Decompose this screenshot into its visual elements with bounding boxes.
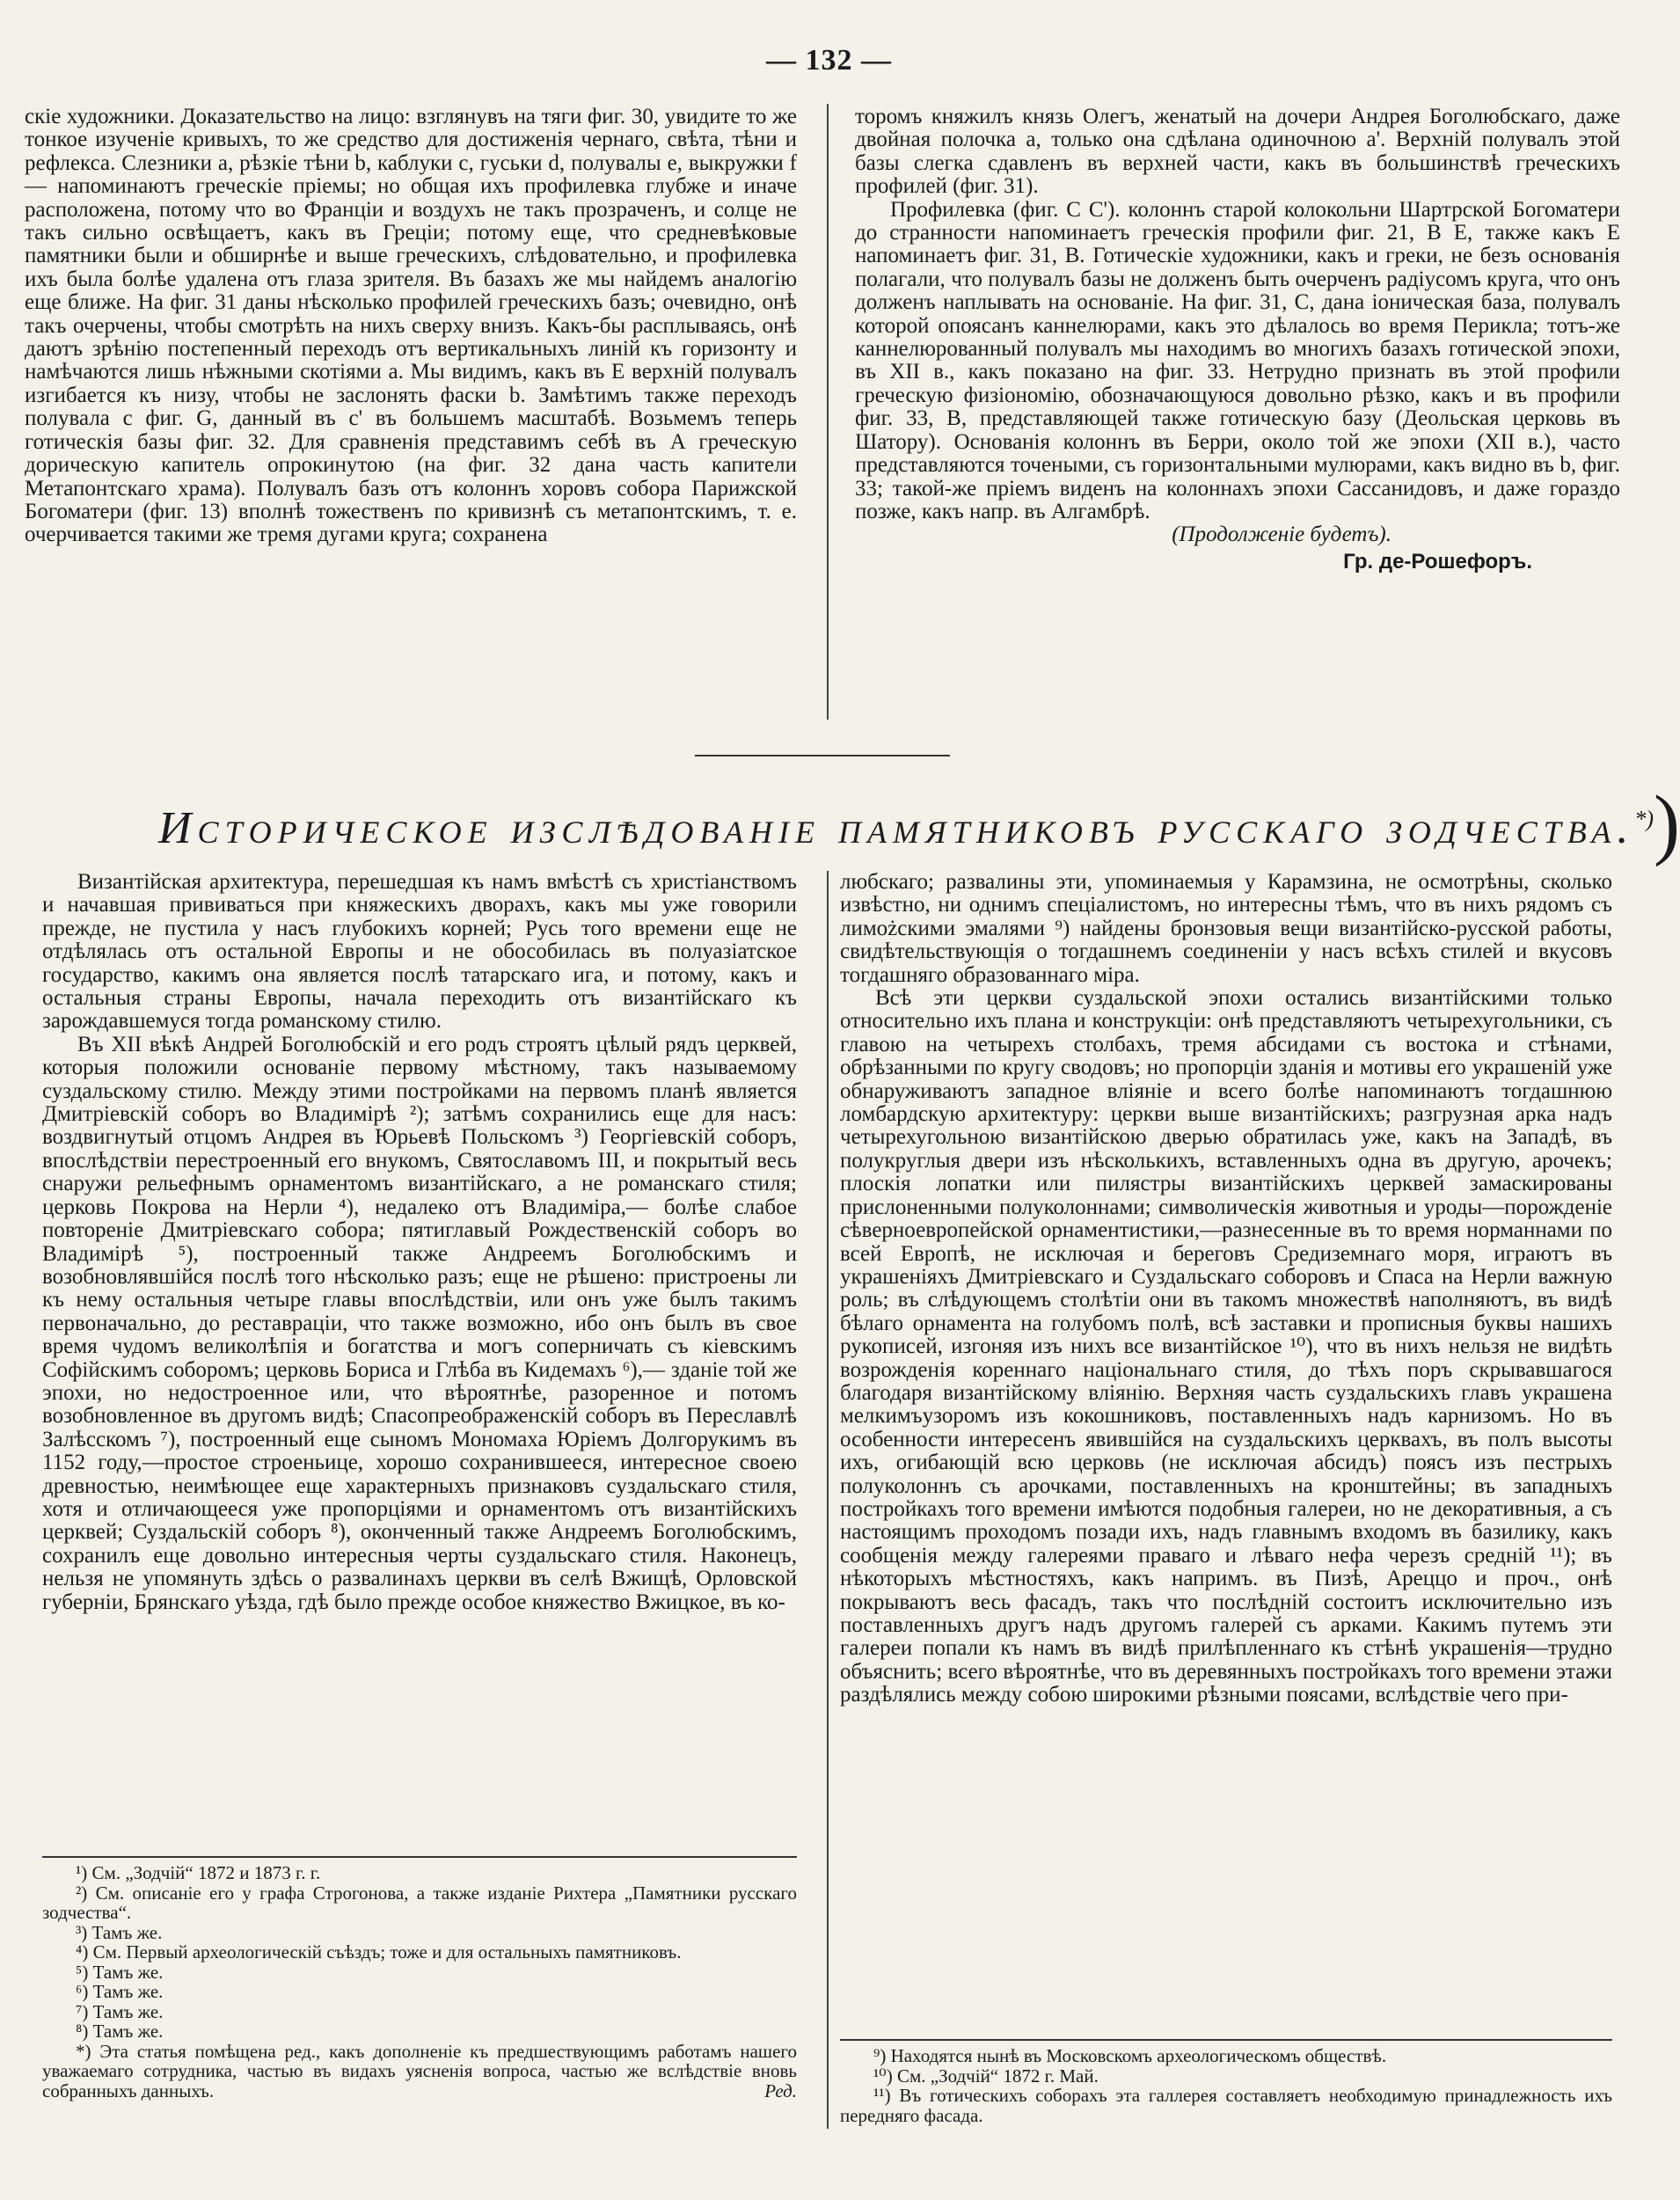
article-left-paragraph-2: Въ XII вѣкѣ Андрей Боголюбскій и его родъ строятъ цѣлый рядъ церквей, которыя положили основаніе первому мѣстному, такъ называемому суздальскому стилю. Между этими постройками на первомъ планѣ является Дмитріевскій соборъ во Владимірѣ ²); затѣмъ сохранились еще для насъ: воздвигнутый отцомъ Андрея въ Юрьевѣ Польскомъ ³) Георгіевскій соборъ, впослѣдствіи перестроенный его внукомъ, Святославомъ III, и покрытый весь снаружи рельефнымъ орнаментомъ византійскаго, а не романскаго стиля; церковь Покрова на Нерли ⁴), недалеко отъ Владиміра,— болѣе слабое повтореніе Дмитріевскаго собора; пятиглавый Рождественскій соборъ во Владимірѣ ⁵), построенный также Андреемъ Боголюбскимъ и возобновлявшійся послѣ того нѣсколько разъ; еще не рѣшено: пристроены ли къ нему остальныя четыре главы впослѣдствіи, или онъ уже былъ такимъ первоначально, до реставраціи, что также возможно, ибо онъ былъ въ свое время чудомъ великолѣпія и богатства и могъ соперничать съ кіевскимъ Софійскимъ соборомъ; церковь Бориса и Глѣба въ Кидемахъ ⁶),— зданіе той же эпохи, но недостроенное или, что вѣроятнѣе, разоренное и потомъ возобновленное въ другомъ видѣ; Спасопреображенскій соборъ въ Переславлѣ Залѣсскомъ ⁷), построенный еще сыномъ Мономаха Юріемъ Долгорукимъ въ 1152 году,—простое строеньице, хорошо сохранившееся, интересное своею древностью, неимѣющее еще характерныхъ признаковъ суздальскаго стиля, хотя и отличающееся уже пропорціями и орнаментомъ отъ византійскихъ церквей; Суздальскій соборъ ⁸), оконченный также Андреемъ Боголюбскимъ, сохранилъ еще довольно интересныя черты суздальскаго стиля. Наконецъ, нельзя не упомянуть здѣсь о развалинахъ церкви въ селѣ Вжищѣ, Орловской губерніи, Брянскаго уѣзда, гдѣ было прежде особое княжество Вжицкое, въ ко-: [42, 1032, 797, 1614]
top-right-paragraph-1: торомъ княжилъ князь Олегъ, женатый на дочери Андрея Боголюбскаго, даже двойная полочка a, только она сдѣлана одиночною a'. Верхній полувалъ этой базы слегка сдавленъ въ верхней части, какъ въ большинствѣ греческихъ профилей (фиг. 31).: [855, 105, 1620, 199]
article-title-text: Историческое изслѣдованіе памятниковъ русскаго зодчества.: [158, 803, 1635, 853]
section-divider: [695, 755, 950, 756]
top-column-divider: [827, 104, 829, 720]
footnote-11: ¹¹) Въ готическихъ соборахъ эта галлерея составляетъ необходимую принадлежность ихъ передняго фасада.: [840, 2085, 1612, 2126]
footnote-9: ⁹) Находятся нынѣ въ Московскомъ археологическомъ обществѣ.: [873, 2045, 1387, 2066]
footnote-2: ²) См. описаніе его у графа Строгонова, а также изданіе Рихтера „Памятники русскаго зодчества“.: [42, 1882, 797, 1923]
footnote-1: ¹) См. „Зодчій“ 1872 и 1873 г. г.: [76, 1862, 321, 1883]
title-bracket-ornament: ): [1654, 780, 1680, 867]
footnote-3: ³) Тамъ же.: [76, 1921, 163, 1943]
footnotes-right: [840, 2039, 1612, 2125]
footnote-8: ⁸) Тамъ же.: [76, 2021, 164, 2042]
top-right-paragraph-2: Профилевка (фиг. C C'). колоннъ старой колокольни Шартрской Богоматери до странности напоминаетъ греческія профили фиг. 21, B E, также какъ E напоминаетъ фиг. 31, B. Готическіе художники, какъ и греки, не безъ основанія полагали, что полувалъ базы не долженъ быть очерченъ радіусомъ круга, что онъ долженъ наплывать на основаніе. На фиг. 31, C, дана іоническая база, полувалъ которой опоясанъ каннелюрами, какъ это дѣлалось во время Перикла; тотъ-же каннелюрованный полувалъ мы находимъ во многихъ базахъ готической эпохи, въ XII в., какъ показано на фиг. 33. Нетрудно признать въ этой профили греческую физіономію, обозначающуюся довольно рѣзко, какъ и въ профили фиг. 33, B, представляющей также готическую базу (Деольская церковь въ Шатору). Основанія колоннъ въ Берри, около той же эпохи (XII в.), часто представляются точеными, съ горизонтальными мулюрами, какъ видно въ b, фиг. 33; такой-же пріемъ виденъ на колоннахъ эпохи Сассанидовъ, и даже гораздо позже, какъ напр. въ Алгамбрѣ.: [855, 197, 1620, 523]
footnote-6: ⁶) Тамъ же.: [76, 1981, 164, 2002]
page-number: — 132 —: [766, 44, 892, 77]
article-title-note: *): [1634, 806, 1654, 832]
footnotes-left: [42, 1856, 797, 2101]
footnote-4: ⁴) См. Первый археологическій съѣздъ; тоже и для остальныхъ памятниковъ.: [76, 1941, 682, 1962]
article-left-column: [42, 871, 797, 1614]
article-right-column: [840, 871, 1612, 1707]
footnote-5: ⁵) Тамъ же.: [76, 1961, 164, 1983]
footnote-editor-note-text: *) Эта статья помѣщена ред., какъ дополненіе къ предшествующимъ работамъ нашего уважаемаго сотрудника, частью въ видахъ уясненія вопроса, частью же вслѣдствіе вновь собранныхъ данныхъ.: [42, 2040, 797, 2101]
editor-signature: Ред.: [764, 2079, 797, 2101]
article-column-divider: [827, 871, 829, 2129]
top-left-column: [25, 106, 797, 547]
top-right-column: [855, 106, 1620, 574]
author-signature: Гр. де-Рошефоръ.: [1343, 549, 1532, 574]
footnote-7: ⁷) Тамъ же.: [76, 2000, 164, 2022]
continued-note: (Продолженіе будетъ).: [1172, 523, 1391, 547]
article-title: [158, 778, 1680, 869]
footnote-10: ¹⁰) См. „Зодчій“ 1872 г. Май.: [873, 2065, 1099, 2087]
article-left-paragraph-1: Византійская архитектура, перешедшая къ намъ вмѣстѣ съ христіанствомъ и начавшая прививаться при княжескихъ дворахъ, какъ мы уже говорили прежде, не пустила у насъ глубокихъ корней; Русь того времени еще не отдѣлялась отъ остальной Европы и не обособилась въ полуазіатское государство, какимъ она является послѣ татарскаго ига, и потому, какъ и остальныя страны Европы, начала переходить отъ византійскаго къ зарождавшемуся тогда романскому стилю.: [42, 870, 797, 1034]
top-left-paragraph-1: скіе художники. Доказательство на лицо: взглянувъ на тяги фиг. 30, увидите то же тонкое изученіе кривыхъ, то же средство для достиженія чернаго, свѣта, тѣни и рефлекса. Слезники a, рѣзкіе тѣни b, каблуки c, гуськи d, полувалы e, выкружки f — напоминаютъ греческіе пріемы; но общая ихъ профилевка глубже и иначе расположена, потому что во Франціи и воздухъ не такъ прозраченъ, и солце не такъ сильно освѣщаетъ, какъ въ Греціи; потому еще, что средневѣковые памятники были и обширнѣе и выше греческихъ, слѣдовательно, и профилевка ихъ была болѣе удалена отъ глаза зрителя. Въ базахъ же мы найдемъ аналогію еще ближе. На фиг. 31 даны нѣсколько профилей греческихъ базъ; очевидно, онѣ такъ очерчены, чтобы смотрѣть на нихъ сверху внизъ. Какъ-бы расплываясь, онѣ даютъ зрѣнію постепенный переходъ отъ вертикальныхъ линій къ горизонту и намѣчаются лишь нѣжными скотіями a. Мы видимъ, какъ въ E верхній полувалъ изгибается къ низу, чтобы не заслонять фаски b. Замѣтимъ также переходъ полувала c фиг. G, данный въ c' въ большемъ масштабѣ. Возьмемъ теперь готическія базы фиг. 32. Для сравненія представимъ себѣ въ A греческую дорическую капитель опрокинутою (на фиг. 32 дана часть капители Метапонтскаго храма). Полувалъ базъ отъ колоннъ хоровъ собора Парижской Богоматери (фиг. 13) вполнѣ тожественъ по кривизнѣ съ метапонтскимъ, т. е. очерчивается такими же тремя дугами круга; сохранена: [25, 105, 797, 547]
article-right-paragraph-1: любскаго; развалины эти, упоминаемыя у Карамзина, не осмотрѣны, сколько извѣстно, ни однимъ спеціалистомъ, но интересны тѣмъ, что въ нихъ рядомъ съ лимożскими эмалями ⁹) найдены бронзовыя вещи византійско-русской работы, свидѣтельствующія о тогдашнемъ соединеніи у насъ всѣхъ стилей и вкусовъ тогдашняго образованнаго міра.: [840, 870, 1612, 987]
article-right-paragraph-2: Всѣ эти церкви суздальской эпохи остались византійскими только относительно ихъ плана и конструкціи: онѣ представляютъ четырехугольники, съ главою на четырехъ столбахъ, тремя абсидами съ востока и стѣнами, обрѣзанными по кругу сводовъ; но пропорціи зданія и мотивы его украшеній уже обнаруживаютъ западное вліяніе и всего болѣе напоминаютъ тогдашнюю ломбардскую архитектуру: церкви выше византійскихъ; разгрузная арка надъ четырехугольною византійскою дверью обратилась уже, какъ на Западѣ, въ полукруглыя двери изъ нѣсколькихъ, вставленныхъ одна въ другую, арочекъ; плоскія лопатки или пилястры византійскихъ церквей замаскированы прислоненными полуколоннами; символическія животныя и уроды—порожденіе сѣверноевропейской орнаментистики,—разнесенные въ то время норманнами по всей Европѣ, не исключая и береговъ Средиземнаго моря, играютъ въ украшеніяхъ Дмитріевскаго и Суздальскаго соборовъ и Спаса на Нерли важную роль; въ слѣдующемъ столѣтіи они въ такомъ множествѣ наполняютъ, въ видѣ бѣлаго орнамента на голубомъ полѣ, всѣ заставки и прописныя буквы нашихъ рукописей, изгоняя изъ нихъ все византійское ¹⁰), что въ нихъ нельзя не видѣть возрожденія кореннаго національнаго стиля, до тѣхъ поръ скрывавшагося благодаря византійскому вліянію. Верхняя часть суздальскихъ главъ украшена мелкимъузоромъ изъ кокошниковъ, поставленныхъ надъ карнизомъ. Но въ особенности интересенъ явившійся на суздальскихъ церквахъ, въ полъ высоты ихъ, огибающій всю церковь (не исключая абсидъ) поясъ изъ пестрыхъ полуколоннъ съ арочками, поставленныхъ на кронштейны; въ западныхъ постройкахъ того времени имѣются подобныя галереи, но не декоративныя, а съ настоящимъ проходомъ позади ихъ, надъ главнымъ входомъ въ базилику, какъ сообщенія между галереями праваго и лѣваго нефа черезъ средній ¹¹); въ нѣкоторыхъ мѣстностяхъ, какъ напримъ. въ Пизѣ, Ареццо и проч., онѣ покрываютъ весь фасадъ, такъ что послѣдній состоитъ исключительно изъ поставленныхъ другъ надъ другомъ галерей съ арками. Какимъ путемъ эти галереи попали къ намъ въ видѣ прилѣпленнаго къ стѣнѣ украшенія—трудно объяснить; всего вѣроятнѣе, что въ деревянныхъ постройкахъ того времени этажи раздѣлялись между собою широкими рѣзными поясами, вслѣдствіе чего при-: [840, 986, 1612, 1707]
footnote-editor-note: [42, 2042, 797, 2101]
